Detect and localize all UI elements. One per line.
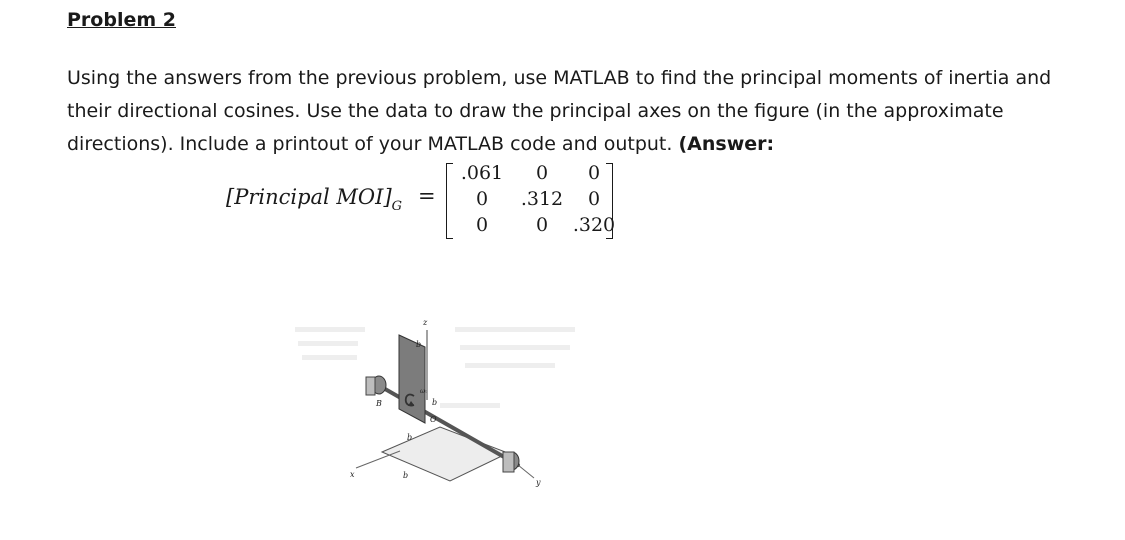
faded-background-text	[295, 327, 575, 408]
bearing-a-mount	[503, 452, 514, 472]
matrix-cell-2-2: .312	[520, 188, 564, 210]
label-b-top: b	[416, 340, 422, 349]
paragraph-line-3: directions). Include a printout of your MATLAB code and output.	[67, 133, 679, 155]
matrix-right-bracket	[606, 163, 613, 239]
y-axis-line	[518, 465, 534, 478]
label-b-bottom: b	[403, 471, 409, 480]
matrix-cell-2-1: 0	[475, 188, 489, 210]
matrix-cell-1-2: 0	[535, 162, 549, 184]
label-omega: ω₀	[420, 388, 428, 395]
paragraph-line-2: their directional cosines. Use the data to draw the principal axes on the figure (in the approximate	[67, 100, 1004, 122]
matrix-cell-1-3: 0	[587, 162, 601, 184]
matrix-cell-3-3: .320	[572, 214, 616, 236]
horizontal-plate	[382, 427, 508, 481]
bearing-b-mount	[366, 377, 375, 395]
label-bearing-b: B	[376, 399, 382, 408]
paragraph-line-1: Using the answers from the previous problem, use MATLAB to find the principal moments of inertia and	[67, 67, 1052, 89]
label-b-mid: b	[432, 398, 438, 407]
x-axis-line	[356, 451, 400, 468]
label-b-side: b	[407, 433, 413, 442]
principal-moi-equation	[226, 160, 646, 242]
equals-sign: =	[418, 184, 436, 208]
equation-lhs	[226, 185, 403, 214]
answer-label: (Answer:	[678, 133, 775, 155]
matrix-cell-2-3: 0	[587, 188, 601, 210]
label-x-axis: x	[350, 470, 355, 479]
label-y-axis: y	[536, 478, 541, 487]
rotating-plates-figure	[290, 305, 590, 515]
problem-paragraph	[67, 62, 1107, 161]
problem-heading: Problem 2	[67, 9, 176, 31]
matrix-cell-3-2: 0	[535, 214, 549, 236]
matrix-cell-3-1: 0	[475, 214, 489, 236]
label-z: z	[423, 318, 428, 327]
label-origin-o: O	[430, 415, 437, 424]
equation-lhs-subscript: G	[391, 199, 403, 214]
equation-lhs-text: [Principal MOI]	[226, 185, 392, 209]
matrix-cell-1-1: .061	[460, 162, 504, 184]
